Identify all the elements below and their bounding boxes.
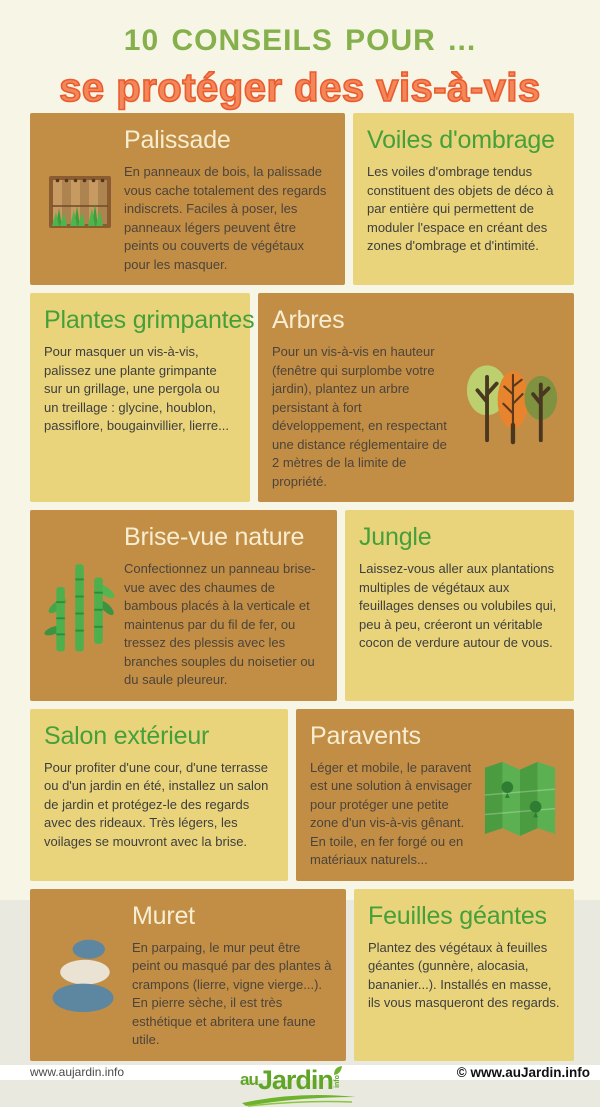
card-title: Muret <box>132 901 195 930</box>
card-body: En panneaux de bois, la palissade vous cache totalement des regards indiscrets. Faciles à poser, les panneaux légers peuvent être peints ou couverts de végétaux pour les masquer. <box>124 164 327 272</box>
card-title: Arbres <box>272 306 345 334</box>
card-body: Pour masquer un vis-à-vis, palissez une plante grimpante sur un grillage, une pergola ou un treillage : glycine, houblon, passiflore, bougainvillier, lierre... <box>44 344 229 433</box>
card-body: En parpaing, le mur peut être peint ou masqué par des plantes à crampons (lierre, vigne vierge...). En pierre sèche, il est très esthétique et abritera une faune utile. <box>132 939 332 1047</box>
card-title: Palissade <box>124 126 231 154</box>
card-arbres <box>258 293 574 502</box>
card-body: Plantez des végétaux à feuilles géantes (gunnère, alocasia, bananier...). Installés en masse, ils vous masqueront des regards. <box>368 939 560 1010</box>
logo-text-info: info <box>333 1074 341 1088</box>
card-title: Plantes grimpantes <box>44 306 255 334</box>
card-body: Pour profiter d'une cour, d'une terrasse ou d'un jardin en été, installez un salon de jardin et protégez-le des regards avec des rideaux. Très légers, les voilages se mouvront avec la brise. <box>44 759 269 849</box>
card-title: Voiles d'ombrage <box>367 126 555 154</box>
page-subtitle: se protéger des vis-à-vis <box>59 66 541 110</box>
screen-icon <box>480 720 560 870</box>
card-row-1 <box>30 113 574 285</box>
card-body: Les voiles d'ombrage tendus constituent des objets de déco à par entière qui permettent de moduler l'espace en créant des zones d'ombrage et d'intimité. <box>367 164 554 253</box>
logo-swoosh-icon <box>240 1093 358 1107</box>
card-title: Salon extérieur <box>44 721 210 750</box>
footer-copyright: © www.auJardin.info <box>456 1064 590 1080</box>
footer-site-url: www.aujardin.info <box>30 1065 125 1079</box>
card-muret <box>30 889 346 1061</box>
card-body: Laissez-vous aller aux plantations multiples de végétaux aux feuillages denses ou volubiles qui, peu à peu, créeront un véritable cocon de verdure autour de vous. <box>359 561 557 650</box>
card-row-4 <box>30 709 574 881</box>
footer <box>0 1064 600 1095</box>
card-row-5 <box>30 889 574 1061</box>
logo-leaf-icon <box>332 1065 344 1077</box>
card-title: Jungle <box>359 523 432 551</box>
aujardin-logo <box>240 1064 360 1107</box>
cards-grid <box>0 111 600 1065</box>
card-title: Paravents <box>310 721 421 750</box>
header <box>0 0 600 111</box>
fence-icon <box>44 124 116 274</box>
card-body: Confectionnez un panneau brise-vue avec des chaumes de bambous placés à la verticale et maintenus par du fil de fer, ou tressez des plessis avec les branches souples du noisetier ou du saule pleureur. <box>124 561 316 687</box>
logo-text-jardin: Jardin <box>257 1064 333 1095</box>
card-title: Feuilles géantes <box>368 901 547 930</box>
card-title: Brise-vue nature <box>124 523 305 551</box>
card-jungle <box>345 510 574 701</box>
card-body: Léger et mobile, le paravent est une solution à envisager pour protéger une petite zone d'un vis-à-vis gênant. En toile, en fer forgé ou en matériaux naturels... <box>310 759 472 867</box>
logo-text-au: au <box>240 1069 258 1089</box>
card-voiles-ombrage <box>353 113 574 285</box>
card-row-2 <box>30 293 574 502</box>
card-plantes-grimpantes <box>30 293 255 502</box>
stones-icon <box>44 900 124 1050</box>
card-feuilles-geantes <box>354 889 574 1061</box>
bamboo-icon <box>44 521 116 690</box>
trees-icon <box>464 304 560 491</box>
card-palissade <box>30 113 345 285</box>
card-brise-vue <box>30 510 337 701</box>
page-title: 10 CONSEILS POUR ... <box>123 24 477 57</box>
card-body: Pour un vis-à-vis en hauteur (fenêtre qui surplombe votre jardin), plantez un arbre persistant à fort développement, en respectant une distance réglementaire de 2 mètres de la limite de propriété. <box>272 344 447 489</box>
card-salon-exterieur <box>30 709 288 881</box>
card-row-3 <box>30 510 574 701</box>
card-paravents <box>296 709 574 881</box>
